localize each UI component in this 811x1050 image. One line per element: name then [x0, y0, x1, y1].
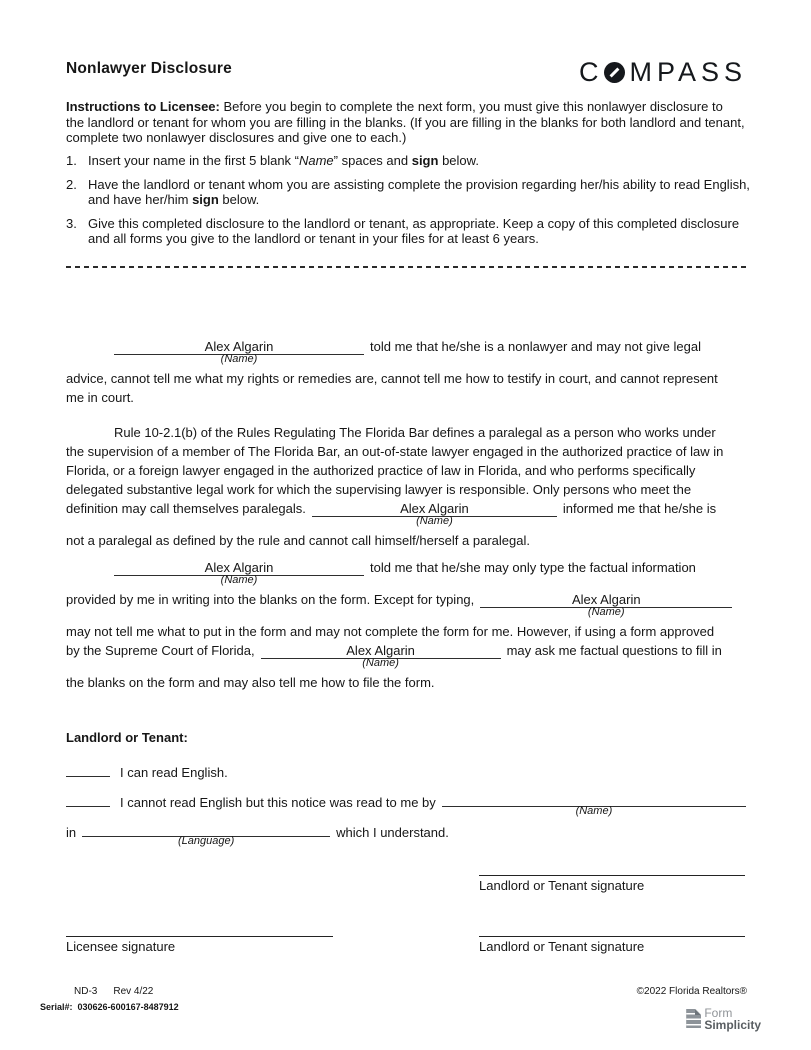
list-text: and all forms you give to the landlord or tenant in your files for at least 6 years.: [88, 231, 539, 246]
paragraph-line: delegated substantive legal work for which the supervising lawyer is responsible. Only persons who meet the: [66, 482, 692, 497]
list-text: Give this completed disclosure to the landlord or tenant, as appropriate. Keep a copy of this completed disclosure: [88, 215, 740, 231]
name-blank-5[interactable]: [261, 641, 501, 669]
name-blank-4[interactable]: [480, 590, 732, 618]
reader-name-blank[interactable]: [442, 789, 746, 817]
option-text: which I understand.: [336, 825, 449, 840]
list-text: [88, 192, 750, 208]
list-text-segment: Insert your name in the first 5 blank “: [88, 153, 299, 168]
list-text-italic: Name: [298, 153, 334, 168]
paragraph-line: me in court.: [66, 390, 134, 405]
paragraph-typing: [66, 558, 746, 692]
footer-serial: [40, 1002, 179, 1012]
initials-blank-1[interactable]: [66, 759, 110, 777]
paragraph-line: the blanks on the form and may also tell me how to file the form.: [66, 675, 435, 690]
name-value: Alex Algarin: [346, 643, 415, 658]
document-icon: [686, 1009, 701, 1028]
name-label: (Name): [220, 574, 258, 586]
name-label: (Name): [362, 657, 399, 669]
name-value: Alex Algarin: [571, 592, 641, 607]
compass-logo: [579, 57, 747, 88]
list-item-body: [88, 216, 739, 247]
name-value: Alex Algarin: [204, 339, 274, 354]
option-can-read: [66, 759, 746, 782]
paragraph-text: informed me that he/she is: [562, 501, 717, 516]
option-language: [66, 819, 746, 847]
instructions-line: the landlord or tenant for whom you are filling in the blanks. (If you are filling in the blanks for both landlord and tenant,: [66, 114, 745, 130]
name-label: (Name): [416, 515, 453, 527]
paragraph-line: may not tell me what to put in the form and may not complete the form for me. However, if using a form approved: [66, 624, 715, 639]
section-heading: Landlord or Tenant:: [66, 730, 188, 745]
option-text: I can read English.: [120, 765, 228, 780]
brand-text-simplicity: Simplicity: [704, 1018, 761, 1032]
list-text-bold: sign: [192, 192, 219, 207]
list-number: 3.: [66, 215, 77, 231]
paragraph-line: [66, 641, 746, 669]
form-simplicity-logo: [686, 1007, 761, 1031]
list-number: 2.: [66, 176, 77, 192]
list-text-segment: below.: [438, 153, 479, 168]
instructions-text: Before you begin to complete the next form, you must give this nonlawyer disclosure to: [219, 99, 723, 114]
language-label: (Language): [177, 835, 235, 847]
initials-blank-2[interactable]: [66, 789, 110, 807]
signature-label: Landlord or Tenant signature: [479, 939, 645, 954]
paragraph-text: told me that he/she is a nonlawyer and may not give legal: [370, 339, 701, 354]
paragraph-line: [66, 337, 746, 365]
list-text-segment: ” spaces and: [333, 153, 412, 168]
list-item-1: [66, 153, 746, 169]
licensee-signature-line[interactable]: [66, 936, 333, 955]
instructions-line: complete two nonlawyer disclosures and give one to each.): [66, 130, 407, 145]
paragraph-line: not a paralegal as defined by the rule and cannot call himself/herself a paralegal.: [66, 533, 530, 548]
landlord-tenant-signature-line-1[interactable]: [479, 875, 745, 894]
paragraph-text: provided by me in writing into the blanks on the form. Except for typing,: [66, 592, 475, 607]
page-title: Nonlawyer Disclosure: [66, 60, 232, 77]
name-blank-2[interactable]: [312, 499, 557, 527]
compass-logo-text-right: MPASS: [629, 57, 747, 87]
paragraph-text: by the Supreme Court of Florida,: [66, 643, 255, 658]
paragraph-text: told me that he/she may only type the factual information: [370, 560, 696, 575]
paragraph-line: the supervision of a member of The Florida Bar, an out-of-state lawyer engaged in the authorized practice of law in: [66, 444, 724, 459]
list-text-segment: and have her/him: [88, 192, 193, 207]
paragraph-nonlawyer: [66, 337, 746, 407]
name-value: Alex Algarin: [204, 560, 274, 575]
signature-label: Licensee signature: [66, 939, 176, 954]
paragraph-line: advice, cannot tell me what my rights or remedies are, cannot tell me how to testify in court, and cannot represent: [66, 371, 718, 386]
compass-logo-text-left: C: [578, 57, 604, 87]
footer-form-code: [74, 986, 153, 997]
name-label: (Name): [587, 606, 625, 618]
instructions-line: [66, 99, 746, 115]
instructions-paragraph: [66, 99, 746, 146]
list-item-2: [66, 176, 750, 208]
footer-copyright: ©2022 Florida Realtors®: [636, 986, 747, 997]
option-cannot-read: [66, 789, 746, 817]
paragraph-line: [66, 423, 746, 442]
language-blank[interactable]: [82, 819, 330, 847]
name-label: (Name): [575, 805, 613, 817]
list-item-3: [66, 216, 746, 247]
list-text-segment: below.: [218, 192, 260, 207]
name-blank-1[interactable]: [114, 337, 364, 365]
name-blank-3[interactable]: [114, 558, 364, 586]
option-text: in: [66, 825, 77, 840]
form-code: ND-3: [74, 986, 98, 997]
landlord-tenant-heading: [66, 730, 746, 745]
instruction-list: [66, 153, 750, 255]
serial-value: 030626-600167-8487912: [77, 1002, 179, 1012]
list-item-body: [88, 153, 479, 169]
dashed-separator: [66, 266, 747, 268]
brand-text-form: Form: [704, 1006, 733, 1020]
paragraph-line: [66, 499, 746, 527]
form-simplicity-text: [704, 1007, 761, 1031]
list-text: Have the landlord or tenant whom you are assisting complete the provision regarding her/his ability to read English,: [88, 176, 750, 192]
paragraph-text: Rule 10-2.1(b) of the Rules Regulating The Florida Bar defines a paralegal as a person who works under: [114, 425, 716, 440]
name-value: Alex Algarin: [400, 501, 469, 516]
paragraph-line: [66, 590, 746, 618]
compass-o-icon: [604, 62, 625, 83]
paragraph-paralegal: [66, 423, 746, 550]
instructions-lead: Instructions to Licensee:: [66, 99, 220, 114]
signature-label: Landlord or Tenant signature: [479, 878, 645, 893]
option-text: I cannot read English but this notice was read to me by: [120, 795, 436, 810]
list-text-bold: sign: [411, 153, 439, 168]
name-label: (Name): [220, 353, 258, 365]
list-text: [88, 153, 479, 169]
serial-label: Serial#:: [40, 1002, 73, 1012]
list-number: 1.: [66, 153, 77, 168]
landlord-tenant-signature-line-2[interactable]: [479, 936, 745, 955]
form-revision: Rev 4/22: [113, 986, 154, 997]
paragraph-text: may ask me factual questions to fill in: [506, 643, 722, 658]
paragraph-line: Florida, or a foreign lawyer engaged in the authorized practice of law in Florida, and who performs specifically: [66, 463, 696, 478]
list-item-body: [88, 177, 750, 208]
paragraph-line: [66, 558, 746, 586]
paragraph-text: definition may call themselves paralegals.: [66, 501, 306, 516]
